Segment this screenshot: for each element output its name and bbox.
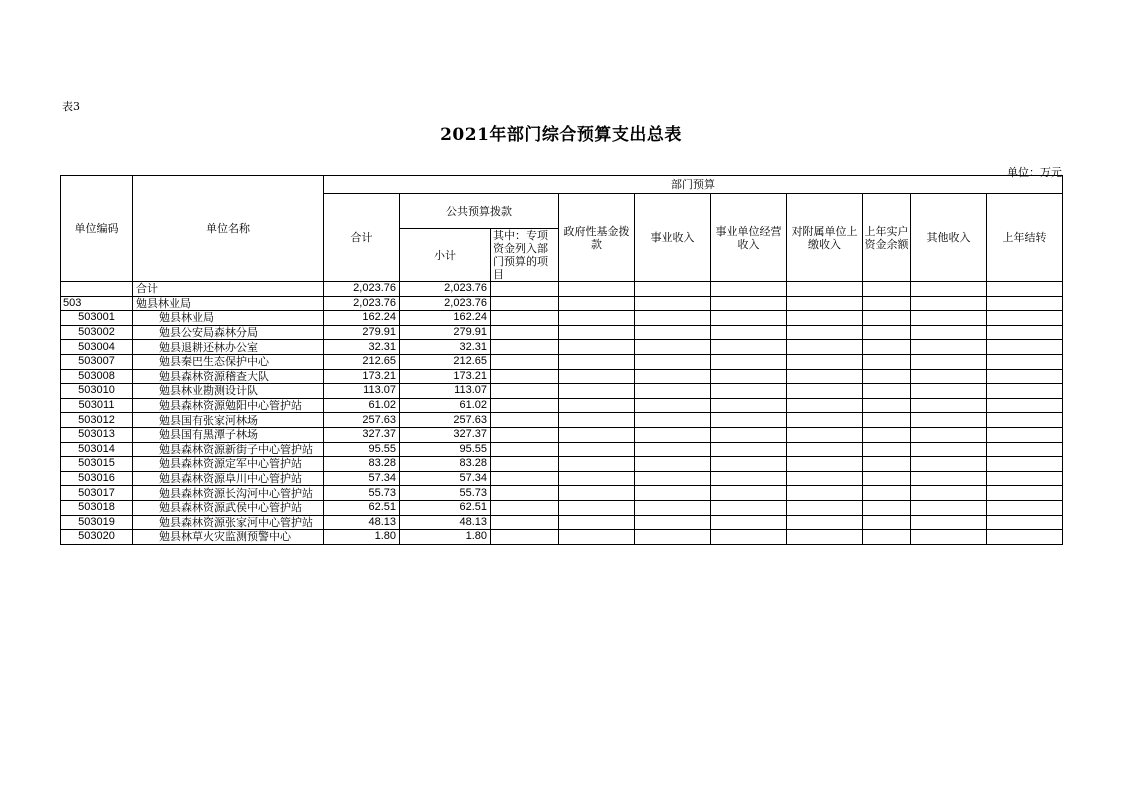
- cell-empty: [787, 486, 863, 501]
- cell-empty: [863, 354, 911, 369]
- cell-subtotal: 173.21: [400, 369, 491, 384]
- cell-empty: [559, 369, 635, 384]
- cell-empty: [787, 413, 863, 428]
- cell-name: 勉县国有黑潭子林场: [133, 427, 324, 442]
- cell-empty: [911, 311, 987, 326]
- cell-total: 48.13: [324, 515, 400, 530]
- cell-empty: [491, 457, 559, 472]
- cell-total: 2,023.76: [324, 296, 400, 311]
- cell-empty: [987, 354, 1063, 369]
- cell-empty: [635, 471, 711, 486]
- cell-name: 勉县森林资源阜川中心管护站: [133, 471, 324, 486]
- table-row: [61, 369, 1063, 384]
- cell-empty: [559, 398, 635, 413]
- cell-subtotal: 257.63: [400, 413, 491, 428]
- cell-empty: [559, 413, 635, 428]
- cell-empty: [787, 369, 863, 384]
- cell-empty: [491, 413, 559, 428]
- cell-empty: [635, 457, 711, 472]
- cell-empty: [787, 427, 863, 442]
- cell-empty: [787, 398, 863, 413]
- cell-code: 503: [61, 296, 133, 311]
- cell-total: 61.02: [324, 398, 400, 413]
- cell-empty: [559, 282, 635, 297]
- cell-empty: [911, 471, 987, 486]
- cell-empty: [491, 398, 559, 413]
- cell-name: 勉县森林资源稽查大队: [133, 369, 324, 384]
- cell-empty: [987, 296, 1063, 311]
- cell-empty: [911, 384, 987, 399]
- cell-empty: [987, 486, 1063, 501]
- cell-empty: [987, 325, 1063, 340]
- cell-empty: [863, 471, 911, 486]
- table-row: [61, 457, 1063, 472]
- page-title: 2021年部门综合预算支出总表: [440, 125, 682, 145]
- cell-empty: [559, 340, 635, 355]
- cell-empty: [559, 384, 635, 399]
- cell-total: 173.21: [324, 369, 400, 384]
- cell-empty: [911, 282, 987, 297]
- cell-empty: [987, 457, 1063, 472]
- cell-name: 勉县林业勘测设计队: [133, 384, 324, 399]
- cell-name: 勉县森林资源长沟河中心管护站: [133, 486, 324, 501]
- cell-empty: [787, 500, 863, 515]
- cell-name: 勉县公安局森林分局: [133, 325, 324, 340]
- cell-code: 503011: [61, 398, 133, 413]
- header-code: 单位编码: [61, 176, 133, 282]
- cell-empty: [987, 442, 1063, 457]
- cell-empty: [911, 398, 987, 413]
- cell-code: 503019: [61, 515, 133, 530]
- cell-empty: [559, 325, 635, 340]
- cell-empty: [491, 282, 559, 297]
- cell-empty: [787, 530, 863, 545]
- cell-empty: [863, 530, 911, 545]
- cell-empty: [711, 296, 787, 311]
- header-total: 合计: [324, 194, 400, 282]
- cell-empty: [635, 369, 711, 384]
- cell-empty: [635, 413, 711, 428]
- table-row: [61, 282, 1063, 297]
- cell-empty: [491, 442, 559, 457]
- cell-subtotal: 1.80: [400, 530, 491, 545]
- cell-empty: [711, 442, 787, 457]
- header-last-year-balance: 上年实户资金余额: [863, 194, 911, 282]
- cell-empty: [491, 486, 559, 501]
- cell-name: 勉县国有张家河林场: [133, 413, 324, 428]
- cell-total: 2,023.76: [324, 282, 400, 297]
- cell-empty: [491, 296, 559, 311]
- cell-empty: [491, 369, 559, 384]
- cell-empty: [711, 500, 787, 515]
- cell-code: 503018: [61, 500, 133, 515]
- cell-subtotal: 61.02: [400, 398, 491, 413]
- cell-empty: [787, 354, 863, 369]
- cell-empty: [987, 413, 1063, 428]
- cell-name: 勉县林业局: [133, 311, 324, 326]
- cell-total: 212.65: [324, 354, 400, 369]
- cell-empty: [787, 340, 863, 355]
- cell-code: 503008: [61, 369, 133, 384]
- cell-empty: [635, 354, 711, 369]
- header-business-income: 事业单位经营收入: [711, 194, 787, 282]
- cell-empty: [987, 471, 1063, 486]
- cell-empty: [491, 325, 559, 340]
- cell-empty: [787, 442, 863, 457]
- cell-empty: [911, 296, 987, 311]
- cell-empty: [987, 427, 1063, 442]
- cell-empty: [711, 457, 787, 472]
- cell-empty: [711, 427, 787, 442]
- cell-empty: [787, 457, 863, 472]
- cell-total: 113.07: [324, 384, 400, 399]
- cell-code: 503020: [61, 530, 133, 545]
- header-other-income: 其他收入: [911, 194, 987, 282]
- cell-empty: [711, 486, 787, 501]
- cell-subtotal: 279.91: [400, 325, 491, 340]
- cell-name: 合计: [133, 282, 324, 297]
- table-row: [61, 427, 1063, 442]
- cell-name: 勉县森林资源定军中心管护站: [133, 457, 324, 472]
- cell-empty: [559, 311, 635, 326]
- cell-empty: [491, 354, 559, 369]
- cell-empty: [491, 340, 559, 355]
- cell-empty: [987, 530, 1063, 545]
- cell-empty: [711, 384, 787, 399]
- cell-empty: [911, 354, 987, 369]
- table-row: [61, 486, 1063, 501]
- cell-empty: [863, 457, 911, 472]
- cell-subtotal: 113.07: [400, 384, 491, 399]
- cell-empty: [911, 486, 987, 501]
- cell-empty: [987, 311, 1063, 326]
- cell-empty: [711, 282, 787, 297]
- cell-empty: [787, 311, 863, 326]
- cell-empty: [559, 500, 635, 515]
- cell-empty: [987, 384, 1063, 399]
- cell-empty: [491, 530, 559, 545]
- cell-code: 503007: [61, 354, 133, 369]
- cell-name: 勉县秦巴生态保护中心: [133, 354, 324, 369]
- table-row: [61, 325, 1063, 340]
- cell-empty: [491, 515, 559, 530]
- cell-empty: [987, 340, 1063, 355]
- cell-empty: [863, 413, 911, 428]
- cell-empty: [863, 340, 911, 355]
- cell-empty: [911, 442, 987, 457]
- cell-empty: [559, 296, 635, 311]
- header-subordinate: 对附属单位上缴收入: [787, 194, 863, 282]
- cell-empty: [635, 340, 711, 355]
- cell-total: 55.73: [324, 486, 400, 501]
- cell-empty: [635, 282, 711, 297]
- cell-empty: [559, 354, 635, 369]
- cell-empty: [863, 369, 911, 384]
- cell-empty: [711, 311, 787, 326]
- cell-code: 503013: [61, 427, 133, 442]
- cell-empty: [559, 486, 635, 501]
- cell-empty: [787, 515, 863, 530]
- cell-code: 503004: [61, 340, 133, 355]
- cell-empty: [559, 427, 635, 442]
- cell-total: 32.31: [324, 340, 400, 355]
- table-row: [61, 354, 1063, 369]
- cell-empty: [911, 500, 987, 515]
- cell-total: 279.91: [324, 325, 400, 340]
- cell-empty: [711, 471, 787, 486]
- cell-empty: [863, 325, 911, 340]
- cell-empty: [559, 530, 635, 545]
- header-career-income: 事业收入: [635, 194, 711, 282]
- table-row: [61, 471, 1063, 486]
- cell-code: 503002: [61, 325, 133, 340]
- cell-empty: [491, 471, 559, 486]
- cell-empty: [559, 471, 635, 486]
- cell-empty: [863, 515, 911, 530]
- table-row: [61, 500, 1063, 515]
- table-body: [61, 282, 1063, 545]
- cell-code: 503015: [61, 457, 133, 472]
- table-row: [61, 413, 1063, 428]
- cell-empty: [711, 325, 787, 340]
- cell-subtotal: 162.24: [400, 311, 491, 326]
- cell-total: 1.80: [324, 530, 400, 545]
- header-subtotal: 小计: [400, 229, 491, 282]
- table-row: [61, 398, 1063, 413]
- header-name: 单位名称: [133, 176, 324, 282]
- cell-empty: [911, 340, 987, 355]
- cell-empty: [863, 500, 911, 515]
- cell-empty: [635, 515, 711, 530]
- cell-empty: [863, 282, 911, 297]
- cell-empty: [635, 296, 711, 311]
- cell-empty: [787, 296, 863, 311]
- cell-empty: [635, 311, 711, 326]
- cell-empty: [711, 369, 787, 384]
- table-row: [61, 515, 1063, 530]
- cell-empty: [635, 427, 711, 442]
- cell-subtotal: 48.13: [400, 515, 491, 530]
- cell-empty: [987, 515, 1063, 530]
- cell-subtotal: 55.73: [400, 486, 491, 501]
- cell-code: [61, 282, 133, 297]
- cell-subtotal: 32.31: [400, 340, 491, 355]
- cell-empty: [491, 311, 559, 326]
- header-carryover: 上年结转: [987, 194, 1063, 282]
- cell-empty: [711, 354, 787, 369]
- cell-empty: [911, 427, 987, 442]
- cell-name: 勉县林业局: [133, 296, 324, 311]
- cell-empty: [787, 282, 863, 297]
- cell-total: 62.51: [324, 500, 400, 515]
- cell-subtotal: 62.51: [400, 500, 491, 515]
- cell-empty: [911, 369, 987, 384]
- table-row: [61, 296, 1063, 311]
- cell-empty: [911, 515, 987, 530]
- cell-empty: [491, 384, 559, 399]
- cell-total: 257.63: [324, 413, 400, 428]
- cell-empty: [987, 500, 1063, 515]
- cell-empty: [711, 515, 787, 530]
- cell-name: 勉县森林资源张家河中心管护站: [133, 515, 324, 530]
- cell-total: 95.55: [324, 442, 400, 457]
- header-gov-fund: 政府性基金拨款: [559, 194, 635, 282]
- cell-code: 503012: [61, 413, 133, 428]
- cell-empty: [635, 530, 711, 545]
- cell-empty: [635, 384, 711, 399]
- budget-table: [60, 175, 1063, 545]
- cell-empty: [987, 398, 1063, 413]
- cell-name: 勉县森林资源勉阳中心管护站: [133, 398, 324, 413]
- unit-label: 单位：万元: [1007, 166, 1062, 179]
- cell-empty: [787, 471, 863, 486]
- header-public-budget: 公共预算拨款: [400, 194, 559, 229]
- cell-empty: [491, 427, 559, 442]
- cell-empty: [711, 340, 787, 355]
- cell-empty: [863, 384, 911, 399]
- cell-empty: [635, 442, 711, 457]
- cell-empty: [863, 296, 911, 311]
- cell-empty: [863, 442, 911, 457]
- cell-empty: [491, 500, 559, 515]
- cell-subtotal: 57.34: [400, 471, 491, 486]
- cell-empty: [787, 384, 863, 399]
- cell-name: 勉县退耕还林办公室: [133, 340, 324, 355]
- cell-code: 503017: [61, 486, 133, 501]
- cell-empty: [635, 398, 711, 413]
- cell-empty: [911, 325, 987, 340]
- cell-empty: [987, 369, 1063, 384]
- cell-empty: [787, 325, 863, 340]
- cell-name: 勉县森林资源武侯中心管护站: [133, 500, 324, 515]
- cell-subtotal: 95.55: [400, 442, 491, 457]
- cell-subtotal: 327.37: [400, 427, 491, 442]
- cell-subtotal: 2,023.76: [400, 296, 491, 311]
- cell-empty: [911, 413, 987, 428]
- cell-empty: [559, 515, 635, 530]
- table-row: [61, 311, 1063, 326]
- cell-empty: [635, 325, 711, 340]
- table-number: 表3: [62, 100, 80, 113]
- cell-empty: [911, 530, 987, 545]
- cell-empty: [711, 398, 787, 413]
- cell-code: 503016: [61, 471, 133, 486]
- cell-total: 327.37: [324, 427, 400, 442]
- cell-empty: [987, 282, 1063, 297]
- cell-name: 勉县森林资源新街子中心管护站: [133, 442, 324, 457]
- header-special: 其中：专项资金列入部门预算的项目: [491, 229, 559, 282]
- table-row: [61, 384, 1063, 399]
- cell-empty: [711, 530, 787, 545]
- cell-empty: [863, 311, 911, 326]
- cell-empty: [863, 486, 911, 501]
- cell-name: 勉县林草火灾监测预警中心: [133, 530, 324, 545]
- cell-empty: [863, 398, 911, 413]
- cell-subtotal: 212.65: [400, 354, 491, 369]
- table-row: [61, 442, 1063, 457]
- cell-empty: [635, 486, 711, 501]
- cell-total: 57.34: [324, 471, 400, 486]
- cell-empty: [635, 500, 711, 515]
- table-row: [61, 340, 1063, 355]
- cell-total: 83.28: [324, 457, 400, 472]
- cell-code: 503001: [61, 311, 133, 326]
- cell-total: 162.24: [324, 311, 400, 326]
- header-dept-budget: 部门预算: [324, 176, 1063, 194]
- cell-subtotal: 83.28: [400, 457, 491, 472]
- cell-code: 503014: [61, 442, 133, 457]
- cell-empty: [559, 457, 635, 472]
- cell-empty: [911, 457, 987, 472]
- cell-code: 503010: [61, 384, 133, 399]
- cell-empty: [559, 442, 635, 457]
- table-row: [61, 530, 1063, 545]
- cell-empty: [711, 413, 787, 428]
- cell-empty: [863, 427, 911, 442]
- cell-subtotal: 2,023.76: [400, 282, 491, 297]
